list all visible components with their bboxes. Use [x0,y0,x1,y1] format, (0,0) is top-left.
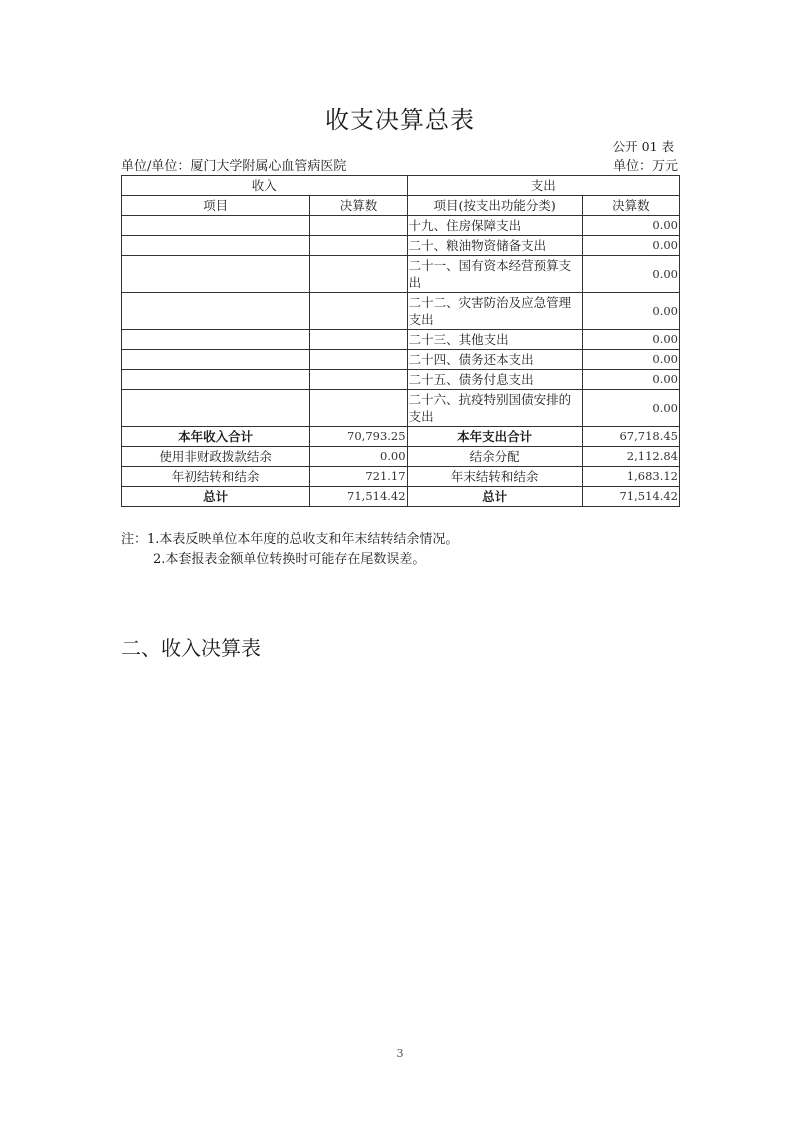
form-number: 公开 01 表 [612,139,674,154]
expense-amount: 0.00 [582,216,679,236]
income-grand-total-label: 总计 [122,487,310,507]
expense-item: 二十五、债务付息支出 [407,370,582,390]
expense-item: 十九、住房保障支出 [407,216,582,236]
expense-group-header: 支出 [407,176,679,196]
expense-item: 二十一、国有资本经营预算支出 [407,256,582,293]
income-amount-header: 决算数 [310,196,407,216]
grand-total-row [122,487,680,507]
income-amount [310,293,407,330]
group-header-row [122,176,680,196]
income-item [122,370,310,390]
income-item [122,236,310,256]
note-2: 2.本套报表金额单位转换时可能存在尾数误差。 [153,552,426,567]
expense-item: 二十二、灾害防治及应急管理支出 [407,293,582,330]
expense-item: 二十六、抗疫特别国债安排的支出 [407,390,582,427]
expense-item-header: 项目(按支出功能分类) [407,196,582,216]
income-item [122,350,310,370]
table-row [122,390,680,427]
expense-total-label: 本年支出合计 [407,427,582,447]
table-row [122,350,680,370]
table-row [122,370,680,390]
expense-amount: 0.00 [582,330,679,350]
note-1: 注：1.本表反映单位本年度的总收支和年末结转结余情况。 [121,532,459,547]
page-number: 3 [396,1047,404,1060]
income-item [122,216,310,236]
income-expense-table [121,175,680,507]
reporting-unit: 单位/单位：厦门大学附属心血管病医院 [121,159,347,174]
expense-total-amount: 67,718.45 [582,427,679,447]
expense-grand-total-amount: 71,514.42 [582,487,679,507]
non-fiscal-balance-amount: 0.00 [310,447,407,467]
section-heading: 二、收入决算表 [121,636,261,660]
income-amount [310,370,407,390]
income-amount [310,216,407,236]
balance-distribution-amount: 2,112.84 [582,447,679,467]
expense-grand-total-label: 总计 [407,487,582,507]
table-row [122,330,680,350]
expense-item: 二十四、债务还本支出 [407,350,582,370]
expense-amount: 0.00 [582,350,679,370]
ending-carryover-label: 年末结转和结余 [407,467,582,487]
beginning-carryover-label: 年初结转和结余 [122,467,310,487]
table-row [122,293,680,330]
income-amount [310,236,407,256]
income-amount [310,390,407,427]
expense-amount: 0.00 [582,236,679,256]
balance-distribution-label: 结余分配 [407,447,582,467]
table-row [122,256,680,293]
expense-item: 二十、粮油物资储备支出 [407,236,582,256]
income-item [122,293,310,330]
column-header-row [122,196,680,216]
income-total-label: 本年收入合计 [122,427,310,447]
table-notes [121,530,458,570]
income-item-header: 项目 [122,196,310,216]
expense-amount: 0.00 [582,390,679,427]
balance-row [122,447,680,467]
income-grand-total-amount: 71,514.42 [310,487,407,507]
carryover-row [122,467,680,487]
currency-unit: 单位：万元 [612,159,678,174]
expense-amount: 0.00 [582,256,679,293]
income-amount [310,256,407,293]
income-amount [310,350,407,370]
total-row-annual [122,427,680,447]
page-title: 收支决算总表 [325,106,475,134]
income-group-header: 收入 [122,176,408,196]
income-total-amount: 70,793.25 [310,427,407,447]
expense-amount: 0.00 [582,370,679,390]
income-item [122,330,310,350]
non-fiscal-balance-label: 使用非财政拨款结余 [122,447,310,467]
income-item [122,390,310,427]
expense-amount-header: 决算数 [582,196,679,216]
expense-amount: 0.00 [582,293,679,330]
income-item [122,256,310,293]
expense-item: 二十三、其他支出 [407,330,582,350]
ending-carryover-amount: 1,683.12 [582,467,679,487]
beginning-carryover-amount: 721.17 [310,467,407,487]
income-amount [310,330,407,350]
table-row [122,216,680,236]
table-row [122,236,680,256]
